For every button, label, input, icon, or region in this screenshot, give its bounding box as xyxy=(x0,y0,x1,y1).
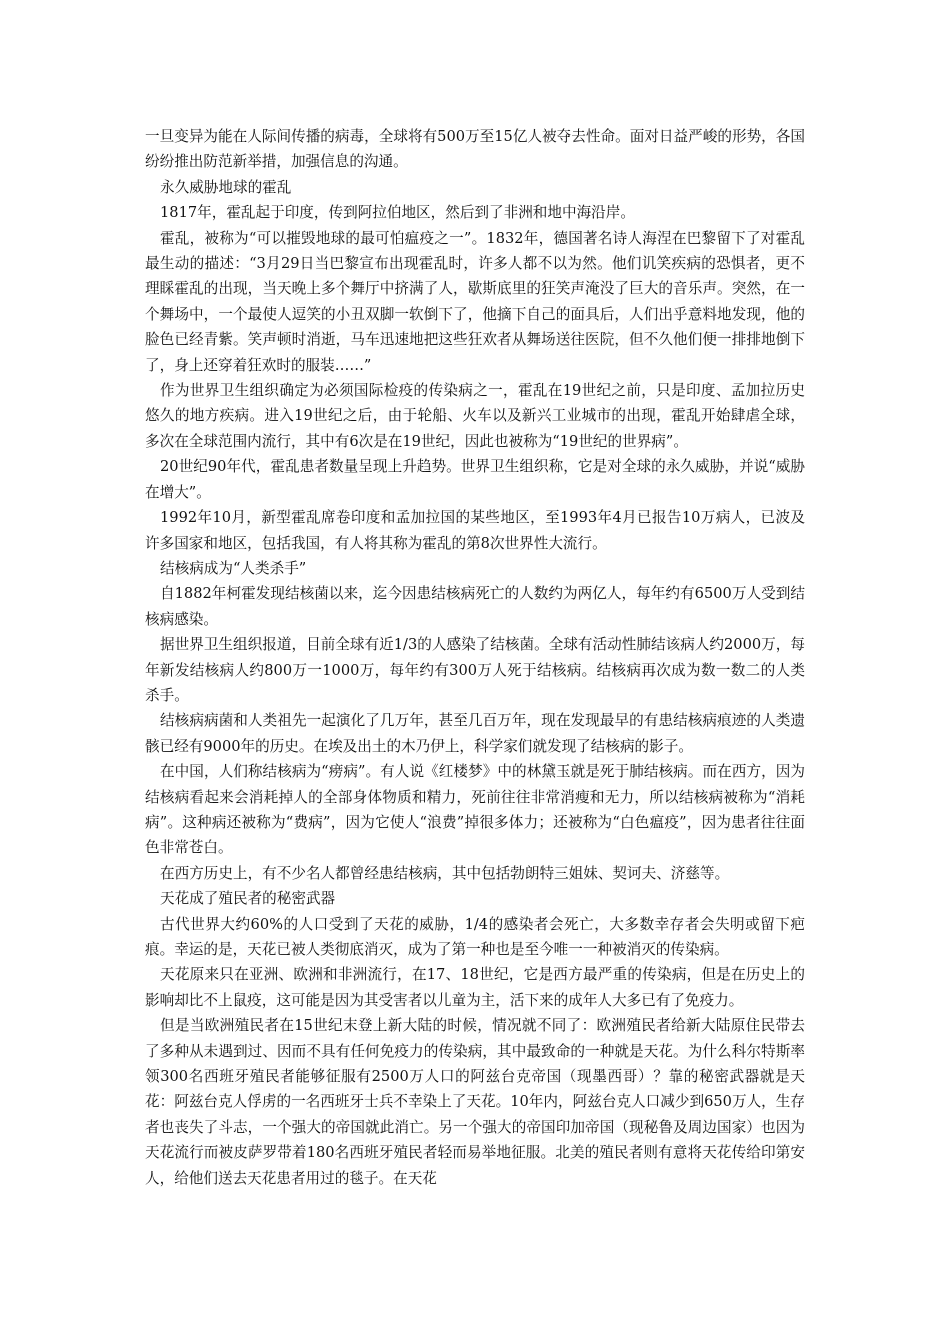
paragraph: 1992年10月，新型霍乱席卷印度和孟加拉国的某些地区，至1993年4月已报告10万病人，已波及许多国家和地区，包括我国，有人将其称为霍乱的第8次世界性大流行。 xyxy=(145,509,805,552)
section-heading-tuberculosis: 结核病成为“人类杀手” xyxy=(160,559,307,577)
paragraph-continuation: 一旦变异为能在人际间传播的病毒，全球将有500万至15亿人被夺去性命。面对日益严峻的形势，各国纷纷推出防范新举措，加强信息的沟通。 xyxy=(145,128,805,171)
paragraph: 但是当欧洲殖民者在15世纪末登上新大陆的时候，情况就不同了：欧洲殖民者给新大陆原住民带去了多种从未遇到过、因而不具有任何免疫力的传染病，其中最致命的一种就是天花。为什么科尔特斯率领300名西班牙殖民者能够征服有2500万人口的阿兹台克帝国（现墨西哥）？靠的秘密武器就是天花：阿兹台克人俘虏的一名西班牙士兵不幸染上了天花。10年内，阿兹台克人口减少到650万人，生存者也丧失了斗志，一个强大的帝国就此消亡。另一个强大的帝国印加帝国（现秘鲁及周边国家）也因为天花流行而被皮萨罗带着180名西班牙殖民者轻而易举地征服。北美的殖民者则有意将天花传给印第安人，给他们送去天花患者用过的毯子。在天花 xyxy=(145,1017,805,1187)
section-heading-smallpox: 天花成了殖民者的秘密武器 xyxy=(160,890,336,908)
paragraph: 结核病病菌和人类祖先一起演化了几万年，甚至几百万年，现在发现最早的有患结核病痕迹的人类遗骸已经有9000年的历史。在埃及出土的木乃伊上，科学家们就发现了结核病的影子。 xyxy=(145,712,805,755)
paragraph: 作为世界卫生组织确定为必须国际检疫的传染病之一，霍乱在19世纪之前，只是印度、孟加拉历史悠久的地方疾病。进入19世纪之后，由于轮船、火车以及新兴工业城市的出现，霍乱开始肆虐全球，多次在全球范围内流行，其中有6次是在19世纪，因此也被称为“19世纪的世界病”。 xyxy=(145,382,805,450)
paragraph: 20世纪90年代，霍乱患者数量呈现上升趋势。世界卫生组织称，它是对全球的永久威胁，并说“威胁在增大”。 xyxy=(145,458,805,501)
paragraph: 古代世界大约60%的人口受到了天花的威胁，1/4的感染者会死亡，大多数幸存者会失明或留下疤痕。幸运的是，天花已被人类彻底消灭，成为了第一种也是至今唯一一种被消灭的传染病。 xyxy=(145,915,805,958)
paragraph: 1817年，霍乱起于印度，传到阿拉伯地区，然后到了非洲和地中海沿岸。 xyxy=(160,204,635,222)
section-heading-cholera: 永久威胁地球的霍乱 xyxy=(160,178,292,196)
document-page xyxy=(145,124,805,1191)
paragraph: 在中国，人们称结核病为“痨病”。有人说《红楼梦》中的林黛玉就是死于肺结核病。而在西方，因为结核病看起来会消耗掉人的全部身体物质和精力，死前往往非常消瘦和无力，所以结核病被称为“消耗病”。这种病还被称为“费病”，因为它使人“浪费”掉很多体力；还被称为“白色瘟疫”，因为患者往往面色非常苍白。 xyxy=(145,763,805,857)
paragraph: 天花原来只在亚洲、欧洲和非洲流行，在17、18世纪，它是西方最严重的传染病，但是在历史上的影响却比不上鼠疫，这可能是因为其受害者以儿童为主，活下来的成年人大多已有了免疫力。 xyxy=(145,966,805,1009)
paragraph: 霍乱，被称为“可以摧毁地球的最可怕瘟疫之一”。1832年，德国著名诗人海涅在巴黎留下了对霍乱最生动的描述：“3月29日当巴黎宣布出现霍乱时，许多人都不以为然。他们讥笑疾病的恐惧者，更不理睬霍乱的出现，当天晚上多个舞厅中挤满了人，歇斯底里的狂笑声淹没了巨大的音乐声。突然，在一个舞场中，一个最使人逗笑的小丑双脚一软倒下了，他摘下自己的面具后，人们出乎意料地发现，他的脸色已经青紫。笑声顿时消逝，马车迅速地把这些狂欢者从舞场送往医院，但不久他们便一排排地倒下了，身上还穿着狂欢时的服装……” xyxy=(145,229,805,374)
paragraph: 在西方历史上，有不少名人都曾经患结核病，其中包括勃朗特三姐妹、契诃夫、济慈等。 xyxy=(160,864,730,882)
paragraph: 据世界卫生组织报道，目前全球有近1/3的人感染了结核菌。全球有活动性肺结该病人约2000万，每年新发结核病人约800万一1000万，每年约有300万人死于结核病。结核病再次成为数一数二的人类杀手。 xyxy=(145,636,805,704)
paragraph: 自1882年柯霍发现结核菌以来，迄今因患结核病死亡的人数约为两亿人，每年约有6500万人受到结核病感染。 xyxy=(145,585,805,628)
